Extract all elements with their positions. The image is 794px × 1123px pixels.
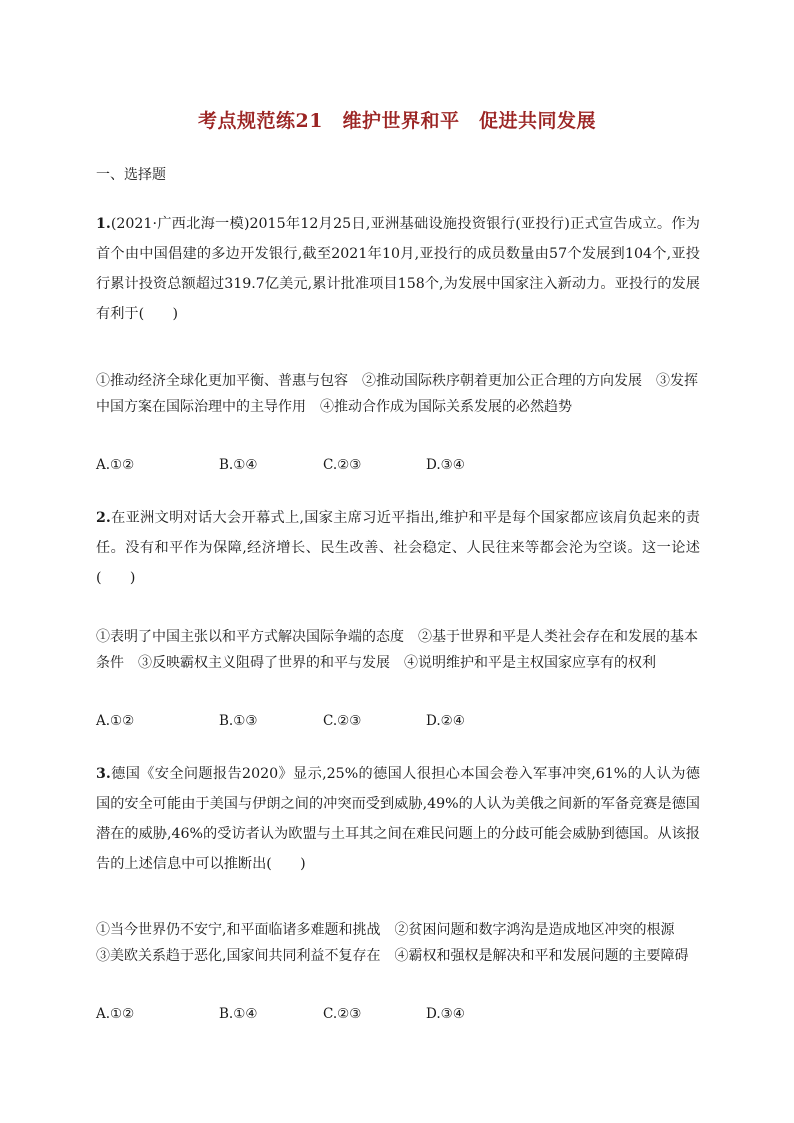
- question-3-text: 德国《安全问题报告2020》显示,25%的德国人很担心本国会卷入军事冲突,61%的人认为德国的安全可能由于美国与伊朗之间的冲突而受到威胁,49%的人认为美俄之间新的军备竞赛是德国潜在的威胁,46%的受访者认为欧盟与土耳其之间在难民问题上的分歧可能会威胁到德国。从该报告的上述信息中可以推断出( ): [96, 766, 700, 872]
- choice-a[interactable]: A.①②: [96, 457, 135, 473]
- question-2-options: ①表明了中国主张以和平方式解决国际争端的态度 ②基于世界和平是人类社会存在和发展的基本条件 ③反映霸权主义阻碍了世界的和平与发展 ④说明维护和平是主权国家应享有的权利: [96, 629, 698, 671]
- choice-d[interactable]: D.③④: [426, 1006, 465, 1022]
- question-3-options: ①当今世界仍不安宁,和平面临诸多难题和挑战 ②贫困问题和数字鸿沟是造成地区冲突的根源 ③美欧关系趋于恶化,国家间共同利益不复存在 ④霸权和强权是解决和平和发展问题的主要障碍: [96, 922, 689, 964]
- choice-c[interactable]: C.②③: [323, 713, 362, 729]
- choice-b[interactable]: B.①④: [219, 457, 258, 473]
- choice-b[interactable]: B.①③: [219, 713, 258, 729]
- question-1-stem: [96, 209, 700, 329]
- question-2-number: 2.: [96, 510, 111, 526]
- question-2-text: 在亚洲文明对话大会开幕式上,国家主席习近平指出,维护和平是每个国家都应该肩负起来的责任。没有和平作为保障,经济增长、民生改善、社会稳定、人民往来等都会沦为空谈。这一论述( ): [96, 510, 700, 586]
- question-3-choices: [96, 1006, 700, 1026]
- choice-a[interactable]: A.①②: [96, 713, 135, 729]
- choice-d[interactable]: D.③④: [426, 457, 465, 473]
- question-3-number: 3.: [96, 766, 111, 782]
- choice-b[interactable]: B.①④: [219, 1006, 258, 1022]
- question-3-stem: [96, 759, 700, 879]
- question-1-text: (2021·广西北海一模)2015年12月25日,亚洲基础设施投资银行(亚投行)正式宣告成立。作为首个由中国倡建的多边开发银行,截至2021年10月,亚投行的成员数量由57个发展到104个,亚投行累计投资总额超过319.7亿美元,累计批准项目158个,为发展中国家注入新动力。亚投行的发展有利于( ): [96, 216, 700, 322]
- choice-c[interactable]: C.②③: [323, 1006, 362, 1022]
- question-1-choices: [96, 457, 700, 477]
- choice-d[interactable]: D.②④: [426, 713, 465, 729]
- question-2-choices: [96, 713, 700, 733]
- choice-a[interactable]: A.①②: [96, 1006, 135, 1022]
- question-2-stem: [96, 503, 700, 593]
- question-1-options: ①推动经济全球化更加平衡、普惠与包容 ②推动国际秩序朝着更加公正合理的方向发展 ③发挥中国方案在国际治理中的主导作用 ④推动合作成为国际关系发展的必然趋势: [96, 373, 698, 415]
- question-1-number: 1.: [96, 216, 111, 232]
- section-heading: 一、选择题: [96, 167, 166, 183]
- page-title: 考点规范练21 维护世界和平 促进共同发展: [198, 110, 596, 132]
- choice-c[interactable]: C.②③: [323, 457, 362, 473]
